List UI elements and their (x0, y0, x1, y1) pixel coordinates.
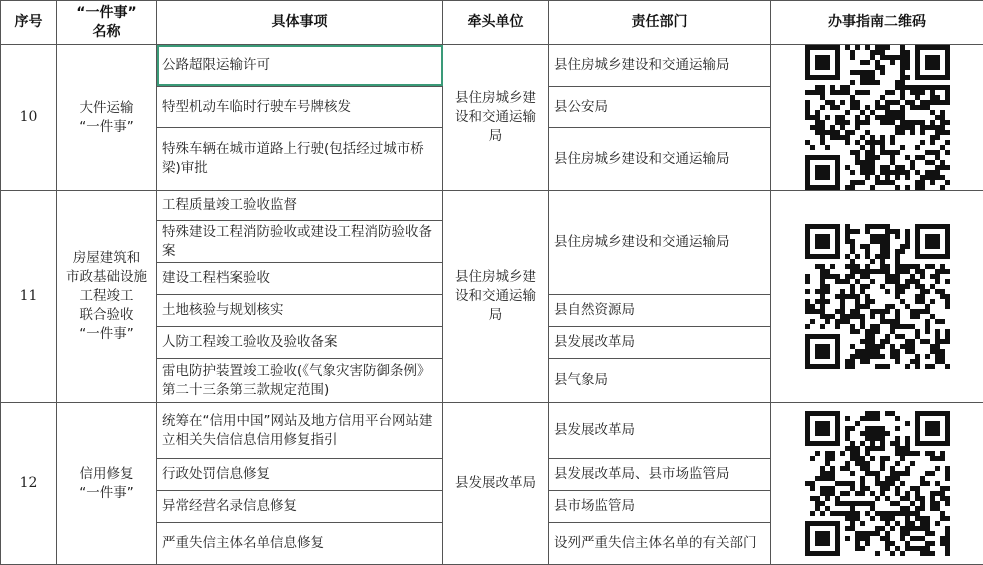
responsible-dept: 县发展改革局 (549, 403, 771, 459)
specific-item[interactable]: 工程质量竣工验收监督 (157, 191, 443, 221)
specific-item[interactable]: 特殊车辆在城市道路上行驶(包括经过城市桥梁)审批 (157, 128, 443, 191)
responsible-dept: 县发展改革局、县市场监管局 (549, 459, 771, 491)
responsible-dept: 县发展改革局 (549, 327, 771, 359)
matter-name: 大件运输 “一件事” (57, 45, 157, 191)
responsible-dept: 县住房城乡建设和交通运输局 (549, 191, 771, 295)
qr-cell[interactable] (771, 403, 983, 565)
qr-code-icon (805, 45, 950, 190)
specific-item[interactable]: 特型机动车临时行驶车号牌核发 (157, 86, 443, 128)
specific-item[interactable]: 统筹在“信用中国”网站及地方信用平台网站建立相关失信信息信用修复指引 (157, 403, 443, 459)
row-number: 11 (1, 191, 57, 403)
responsible-dept: 县住房城乡建设和交通运输局 (549, 45, 771, 87)
matter-name: 房屋建筑和 市政基础设施 工程竣工 联合验收 “一件事” (57, 191, 157, 403)
row-number: 10 (1, 45, 57, 191)
table-row (1, 403, 983, 459)
specific-item[interactable]: 人防工程竣工验收及验收备案 (157, 327, 443, 359)
header-cell: 序号 (1, 1, 57, 45)
specific-item[interactable]: 土地核验与规划核实 (157, 295, 443, 327)
qr-cell[interactable] (771, 45, 983, 191)
header-cell: 具体事项 (157, 1, 443, 45)
header-row (1, 1, 983, 45)
specific-item[interactable]: 严重失信主体名单信息修复 (157, 523, 443, 565)
qr-code-icon (805, 411, 950, 556)
table-row (1, 191, 983, 221)
specific-item[interactable]: 异常经营名录信息修复 (157, 491, 443, 523)
matter-name: 信用修复 “一件事” (57, 403, 157, 565)
lead-unit: 县住房城乡建 设和交通运输 局 (443, 191, 549, 403)
qr-code-icon (805, 224, 950, 369)
specific-item[interactable]: 雷电防护装置竣工验收(《气象灾害防御条例》第二十三条第三款规定范围) (157, 359, 443, 403)
specific-item[interactable]: 特殊建设工程消防验收或建设工程消防验收备案 (157, 221, 443, 263)
specific-item[interactable]: 公路超限运输许可 (157, 45, 443, 87)
lead-unit: 县住房城乡建 设和交通运输 局 (443, 45, 549, 191)
table-body (1, 45, 983, 565)
responsible-dept: 县住房城乡建设和交通运输局 (549, 128, 771, 191)
header-cell: “一件事” 名称 (57, 1, 157, 45)
specific-item[interactable]: 行政处罚信息修复 (157, 459, 443, 491)
header-cell: 责任部门 (549, 1, 771, 45)
lead-unit: 县发展改革局 (443, 403, 549, 565)
row-number: 12 (1, 403, 57, 565)
responsible-dept: 县自然资源局 (549, 295, 771, 327)
responsible-dept: 县气象局 (549, 359, 771, 403)
specific-item[interactable]: 建设工程档案验收 (157, 263, 443, 295)
header-cell: 牵头单位 (443, 1, 549, 45)
responsible-dept: 设列严重失信主体名单的有关部门 (549, 523, 771, 565)
responsible-dept: 县公安局 (549, 86, 771, 128)
header-cell: 办事指南二维码 (771, 1, 983, 45)
qr-cell[interactable] (771, 191, 983, 403)
table-row (1, 45, 983, 87)
responsible-dept: 县市场监管局 (549, 491, 771, 523)
